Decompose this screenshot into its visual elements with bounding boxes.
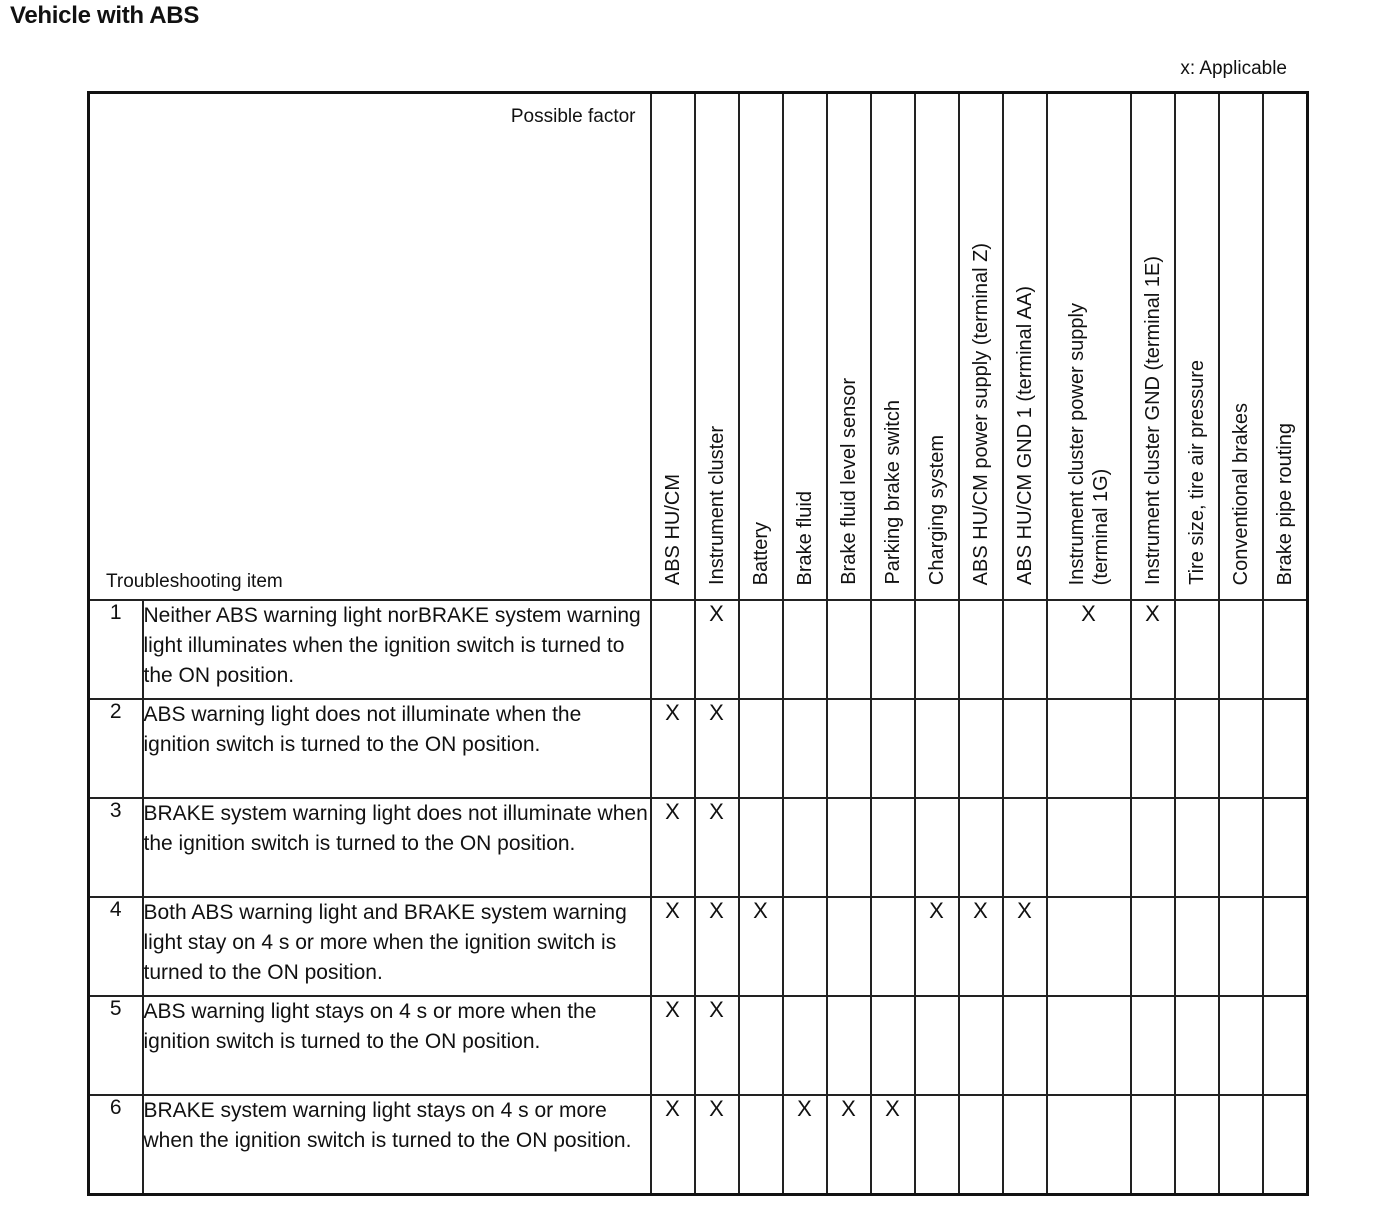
item-description: ABS warning light stays on 4 s or more when the ignition switch is turned to the ON position. [143,996,651,1095]
applicable-mark-cell [915,996,959,1095]
applicable-mark-cell: X [651,699,695,798]
applicable-mark-cell [1263,1095,1308,1194]
applicable-mark-cell [915,1095,959,1194]
applicable-mark-cell [959,1095,1003,1194]
applicable-mark-cell [915,798,959,897]
applicable-mark-cell [1131,897,1175,996]
factor-column-label: ABS HU/CM power supply (terminal Z) [969,242,992,585]
applicable-mark-cell [1175,699,1219,798]
applicable-mark-cell [959,996,1003,1095]
applicable-mark-cell: X [695,798,739,897]
table-row [89,699,1308,798]
matrix-body [89,600,1308,1194]
factor-column-header [1219,93,1263,601]
factor-column-label: Brake pipe routing [1273,422,1296,585]
applicable-mark-cell [1131,699,1175,798]
applicable-mark-cell: X [1131,600,1175,699]
applicable-mark-cell [959,798,1003,897]
applicable-mark-cell [739,600,783,699]
table-row [89,897,1308,996]
factor-column-label: Parking brake switch [881,400,904,585]
applicable-mark-cell [1131,1095,1175,1194]
factor-column-label: Instrument cluster GND (terminal 1E) [1141,256,1164,585]
applicable-mark-cell [1003,1095,1047,1194]
factor-column-label: ABS HU/CM [661,473,684,585]
applicable-mark-cell: X [651,897,695,996]
applicable-mark-cell [871,699,915,798]
applicable-mark-cell: X [959,897,1003,996]
factor-column-header [783,93,827,601]
factor-column-label: Instrument cluster power supply (terminal 1G) [1065,302,1112,585]
troubleshooting-item-label: Troubleshooting item [106,571,283,592]
factor-column-header [827,93,871,601]
applicable-mark-cell: X [651,1095,695,1194]
item-description: Both ABS warning light and BRAKE system warning light stay on 4 s or more when the ignition switch is turned to the ON position. [143,897,651,996]
factor-column-label: Conventional brakes [1229,402,1252,585]
applicable-mark-cell [1219,897,1263,996]
page-title: Vehicle with ABS [10,2,200,29]
applicable-mark-cell [915,600,959,699]
applicable-mark-cell [783,798,827,897]
factor-column-header [915,93,959,601]
applicable-mark-cell: X [915,897,959,996]
applicable-mark-cell [1003,996,1047,1095]
applicable-mark-cell [739,699,783,798]
applicable-mark-cell [1219,600,1263,699]
applicable-mark-cell [1047,897,1131,996]
factor-column-header [651,93,695,601]
factor-column-header [739,93,783,601]
applicable-mark-cell [1047,798,1131,897]
applicable-mark-cell [739,996,783,1095]
applicable-mark-cell [871,996,915,1095]
applicable-mark-cell [959,600,1003,699]
applicable-mark-cell [1047,1095,1131,1194]
applicable-mark-cell: X [783,1095,827,1194]
applicable-mark-cell [739,1095,783,1194]
applicable-mark-cell: X [651,996,695,1095]
factor-column-header [1263,93,1308,601]
item-description: Neither ABS warning light norBRAKE system warning light illuminates when the ignition switch is turned to the ON position. [143,600,651,699]
item-number: 1 [89,600,143,699]
applicable-mark-cell [1003,798,1047,897]
factor-column-label: Instrument cluster [705,426,728,585]
applicable-mark-cell: X [827,1095,871,1194]
factor-column-header [695,93,739,601]
table-row [89,996,1308,1095]
applicable-mark-cell [959,699,1003,798]
applicable-mark-cell [1263,798,1308,897]
applicable-mark-cell: X [871,1095,915,1194]
factor-column-label: ABS HU/CM GND 1 (terminal AA) [1013,286,1036,585]
item-description: BRAKE system warning light does not illuminate when the ignition switch is turned to the ON position. [143,798,651,897]
applicable-mark-cell: X [651,798,695,897]
applicable-mark-cell [1175,1095,1219,1194]
applicable-mark-cell: X [739,897,783,996]
applicable-mark-cell [1219,996,1263,1095]
applicable-mark-cell [871,798,915,897]
item-number: 6 [89,1095,143,1194]
applicable-mark-cell [1263,897,1308,996]
factor-column-header [1003,93,1047,601]
table-row [89,1095,1308,1194]
corner-header-cell [89,93,651,601]
applicable-mark-cell [1175,996,1219,1095]
applicable-mark-cell [827,996,871,1095]
applicable-mark-cell [915,699,959,798]
applicable-mark-cell [1219,699,1263,798]
applicable-mark-cell: X [695,996,739,1095]
applicable-mark-cell [1175,798,1219,897]
applicable-mark-cell [1131,996,1175,1095]
applicable-mark-cell: X [695,1095,739,1194]
applicable-mark-cell [827,600,871,699]
troubleshooting-matrix [87,91,1309,1196]
factor-column-header [1131,93,1175,601]
applicable-mark-cell [1175,897,1219,996]
applicable-mark-cell [1047,699,1131,798]
applicable-mark-cell [1263,996,1308,1095]
factor-column-label: Brake fluid level sensor [837,378,860,585]
item-description: BRAKE system warning light stays on 4 s or more when the ignition switch is turned to the ON position. [143,1095,651,1194]
applicable-mark-cell [1219,1095,1263,1194]
factor-column-label: Battery [749,521,772,585]
factor-column-header [871,93,915,601]
applicable-mark-cell [827,897,871,996]
applicable-mark-cell [783,996,827,1095]
applicable-mark-cell: X [695,897,739,996]
applicable-mark-cell [783,600,827,699]
applicable-mark-cell: X [695,600,739,699]
applicable-mark-cell [827,699,871,798]
applicable-mark-cell [1003,699,1047,798]
item-number: 2 [89,699,143,798]
table-row [89,798,1308,897]
applicable-mark-cell [739,798,783,897]
applicable-mark-cell [871,897,915,996]
applicable-mark-cell [1175,600,1219,699]
factor-column-label: Tire size, tire air pressure [1185,360,1208,585]
header-row [89,93,1308,601]
legend-note: x: Applicable [1180,58,1287,79]
applicable-mark-cell [1131,798,1175,897]
applicable-mark-cell [1219,798,1263,897]
applicable-mark-cell [1263,699,1308,798]
applicable-mark-cell [783,699,827,798]
applicable-mark-cell [651,600,695,699]
applicable-mark-cell [871,600,915,699]
item-number: 3 [89,798,143,897]
factor-column-header [959,93,1003,601]
factor-column-label: Brake fluid [793,490,816,585]
applicable-mark-cell [827,798,871,897]
item-number: 4 [89,897,143,996]
table-row [89,600,1308,699]
applicable-mark-cell: X [695,699,739,798]
item-description: ABS warning light does not illuminate when the ignition switch is turned to the ON position. [143,699,651,798]
factor-column-header [1175,93,1219,601]
applicable-mark-cell [1003,600,1047,699]
applicable-mark-cell [1047,996,1131,1095]
applicable-mark-cell: X [1047,600,1131,699]
possible-factor-label: Possible factor [510,106,636,127]
factor-column-header [1047,93,1131,601]
applicable-mark-cell: X [1003,897,1047,996]
factor-column-label: Charging system [925,434,948,585]
item-number: 5 [89,996,143,1095]
applicable-mark-cell [783,897,827,996]
applicable-mark-cell [1263,600,1308,699]
